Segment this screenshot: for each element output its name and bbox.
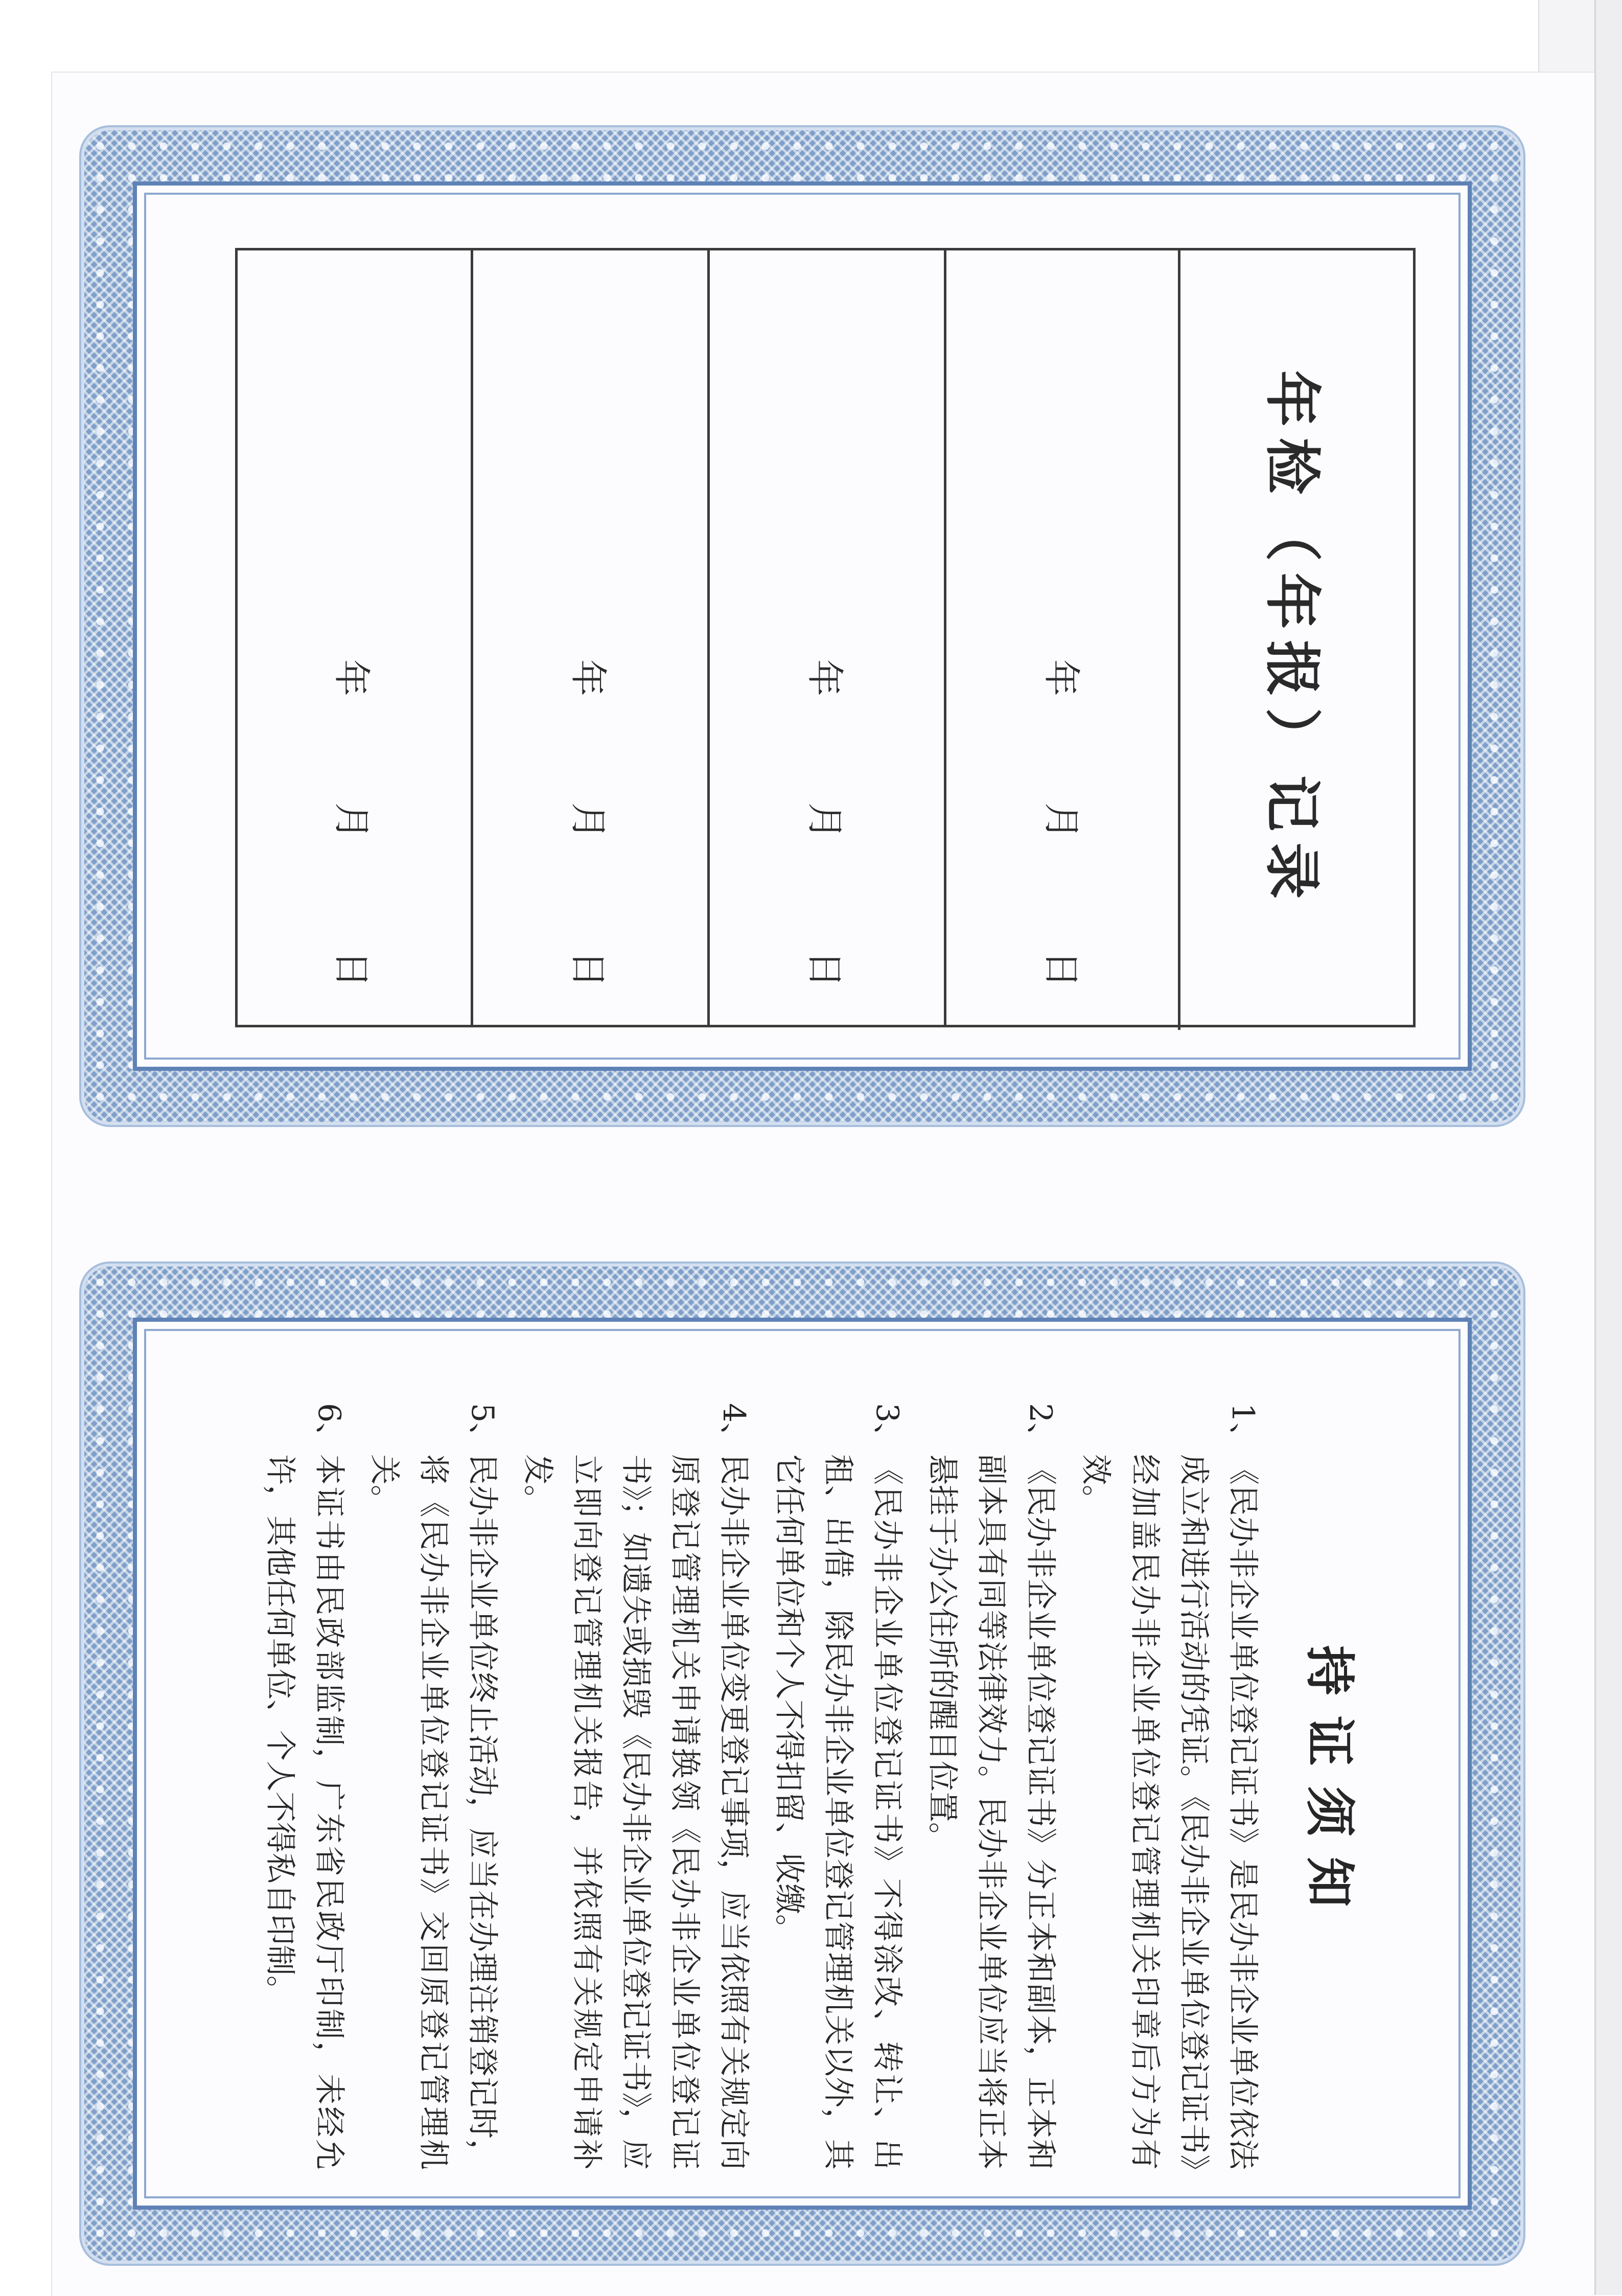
record-day-label: 日 — [567, 951, 610, 988]
notice-item-number: 1、 — [1225, 1403, 1261, 1454]
record-year-label: 年 — [1040, 659, 1083, 697]
notice-item-number: 5、 — [465, 1403, 500, 1454]
notice-list — [249, 1403, 1267, 2170]
record-month-label: 月 — [803, 802, 846, 840]
record-year-label: 年 — [330, 659, 373, 697]
notice-title: 持证须知 — [1300, 1645, 1359, 1927]
notice-item-text: 民办非企业单位变更登记事项，应当依照有关规定向原登记管理机关申请换领《民办非企业单位登记证书》；如遗失或损毁《民办非企业单位登记证书》，应立即向登记管理机关报告，并依照有关规定申请补发。 — [520, 1454, 752, 2170]
record-row — [471, 250, 707, 1025]
notice-item-text: 《民办非企业单位登记证书》不得涂改、转让、出租、出借，除民办非企业单位登记管理机关以外，其它任何单位和个人不得扣留、收缴。 — [771, 1454, 905, 2170]
notice-item-text: 本证书由民政部监制，广东省民政厅印制，未经允许，其他任何单位、个人不得私自印制。 — [262, 1454, 347, 2170]
record-day-label: 日 — [1040, 951, 1083, 988]
record-year-label: 年 — [567, 659, 610, 697]
annual-record-table — [235, 248, 1416, 1027]
notice-item-text: 《民办非企业单位登记证书》分正本和副本，正本和副本具有同等法律效力。民办非企业单位应当将正本悬挂于办公住所的醒目位置。 — [924, 1454, 1058, 2170]
record-month-label: 月 — [567, 802, 610, 840]
notice-item — [256, 1403, 354, 2170]
record-month-label: 月 — [330, 802, 373, 840]
notice-item-number: 4、 — [716, 1403, 752, 1454]
record-month-label: 月 — [1040, 802, 1083, 840]
record-year-label: 年 — [803, 659, 846, 697]
record-day-label: 日 — [803, 951, 846, 988]
page-edge-right — [1594, 0, 1622, 2295]
notice-item-number: 3、 — [869, 1403, 905, 1454]
notice-item-text: 民办非企业单位终止活动，应当在办理注销登记时，将《民办非企业单位登记证书》交回原登记管理机关。 — [366, 1454, 500, 2170]
notice-item — [1071, 1403, 1267, 2170]
notice-item — [360, 1403, 507, 2170]
notice-item-text: 《民办非企业单位登记证书》是民办非企业单位依法成立和进行活动的凭证。《民办非企业单位登记证书》经加盖民办非企业单位登记管理机关印章后方为有效。 — [1078, 1454, 1261, 2170]
notice-item-number: 2、 — [1023, 1403, 1058, 1454]
notice-item — [918, 1403, 1065, 2170]
record-row — [944, 250, 1180, 1025]
annual-record-section — [235, 248, 1416, 1027]
notice-item — [513, 1403, 758, 2170]
notice-item — [764, 1403, 912, 2170]
record-row — [707, 250, 944, 1025]
notice-section — [215, 1403, 1385, 2170]
annual-record-title: 年检（年报）记录 — [1178, 250, 1413, 1030]
notice-item-number: 6、 — [311, 1403, 347, 1454]
record-day-label: 日 — [330, 951, 373, 988]
record-row — [234, 250, 471, 1025]
